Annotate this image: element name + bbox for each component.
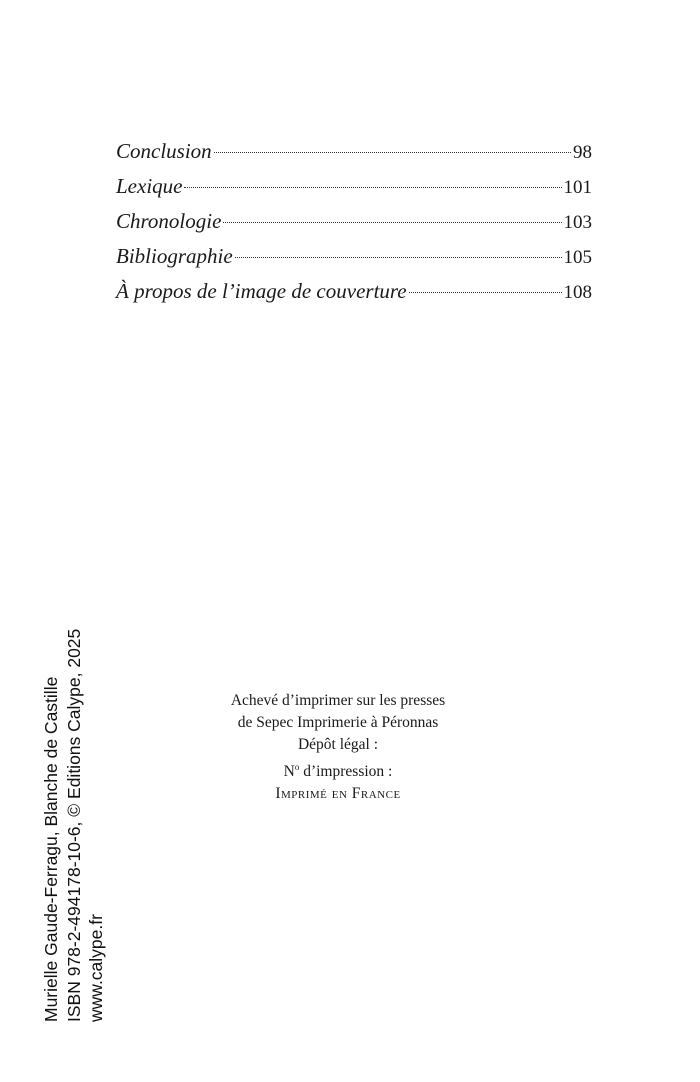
colophon-number-superscript: o — [294, 762, 300, 772]
toc-entry-lexique[interactable] — [116, 169, 592, 204]
toc-entry-title: Chronologie — [116, 209, 222, 233]
toc-entry-image-couverture[interactable] — [116, 274, 592, 309]
colophon-print-number — [190, 756, 486, 783]
toc-dot-leader — [184, 186, 561, 188]
colophon-number-label: d’impression : — [299, 763, 393, 781]
printing-colophon — [190, 690, 486, 805]
toc-entry-page: 98 — [573, 142, 592, 163]
toc-entry-page: 108 — [563, 282, 592, 303]
credits-author-title: Murielle Gaude-Ferragu, Blanche de Castille — [41, 676, 61, 1022]
toc-entry-page: 105 — [563, 247, 592, 268]
toc-entry-title: À propos de l’image de couverture — [116, 279, 407, 303]
toc-entry-page: 103 — [563, 212, 592, 233]
toc-dot-leader — [223, 221, 561, 223]
toc-entry-title: Bibliographie — [116, 244, 233, 268]
colophon-printed-line: Achevé d’imprimer sur les presses — [230, 692, 446, 709]
colophon-legal-deposit: Dépôt légal : — [297, 736, 379, 753]
toc-entry-page: 101 — [563, 177, 592, 198]
toc-entry-bibliographie[interactable] — [116, 239, 592, 274]
credits-isbn-copyright: ISBN 978-2-494178-10-6, © Editions Calype, 2025 — [63, 628, 84, 1022]
toc-entry-chronologie[interactable] — [116, 204, 592, 239]
toc-entry-title: Conclusion — [116, 139, 212, 163]
toc-dot-leader — [214, 151, 571, 153]
toc-dot-leader — [409, 291, 562, 293]
colophon-printer-line: de Sepec Imprimerie à Péronnas — [237, 714, 439, 731]
toc-entry-conclusion[interactable] — [116, 134, 592, 169]
colophon-printed-in-france: Imprimé en France — [275, 785, 401, 803]
table-of-contents — [116, 134, 592, 309]
toc-dot-leader — [235, 256, 562, 258]
toc-entry-title: Lexique — [116, 174, 183, 198]
colophon-number-prefix: N — [283, 763, 295, 781]
credits-website[interactable]: www.calype.fr — [86, 914, 106, 1022]
vertical-book-credits — [40, 542, 108, 1022]
